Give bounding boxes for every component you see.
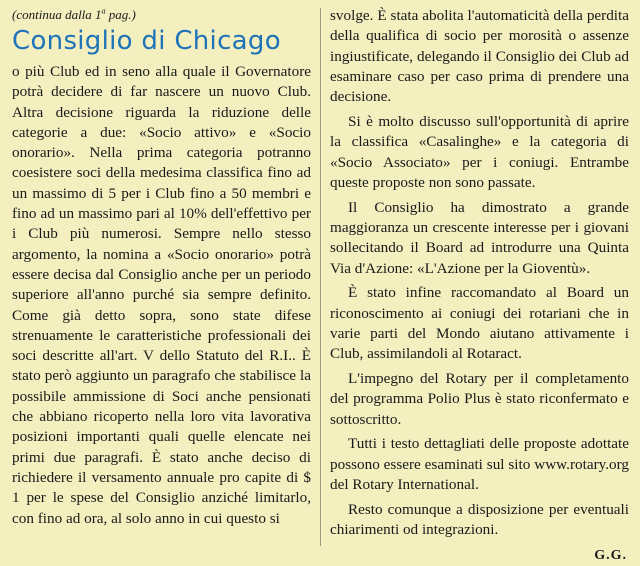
paragraph: svolge. È stata abolita l'automaticità della perdita della qualifica di socio per morosità o assenze ingiustificate, delegando il Consiglio dei Club ad esaminare caso per caso prima di prendere una decisione. bbox=[330, 7, 629, 106]
author-signature: G.G. bbox=[594, 548, 627, 564]
article-title: Consiglio di Chicago bbox=[12, 26, 281, 56]
paragraph: L'impegno del Rotary per il completamento del programma Polio Plus è stato riconfermato e sottoscritto. bbox=[330, 370, 629, 428]
column-divider bbox=[320, 8, 321, 546]
paragraph: Si è molto discusso sull'opportunità di aprire la classifica «Casalinghe» e la categoria di «Socio Associato» per i coniugi. Entrambe queste proposte non sono passate. bbox=[330, 112, 629, 191]
paragraph: Il Consiglio ha dimostrato a grande maggioranza un crescente interesse per i giovani sollecitando il Board ad introdurre una Quinta Via d'Azione: «L'Azione per la Gioventù». bbox=[330, 198, 629, 277]
continuation-note: (continua dalla 1$^a$ pag.) bbox=[12, 6, 136, 22]
left-column bbox=[12, 6, 311, 529]
right-column bbox=[330, 6, 629, 566]
paragraph: Tutti i testo dettagliati delle proposte adottate possono essere esaminati sul sito www.rotary.org del Rotary International. bbox=[330, 435, 629, 494]
left-column-text: o più Club ed in seno alla quale il Governatore potrà decidere di far nascere un nuovo Club. Altra decisione riguarda la riduzione delle categorie a due: «Socio attivo» e «Socio onorario». Nella prima categoria potranno coesistere soci della medesima classifica fino ad un massimo di 5 per i Club fino a 50 membri e fino ad un massimo pari al 10% dell'effettivo per i Club più numerosi. Sempre nello stesso argomento, la nomina a «Socio onorario» potrà essere decisa dal Consiglio anche per un periodo superiore all'anno purché sia sempre definito. Come già detto sopra, sono state difese strenuamente le caratteristiche professionali dei soci descritte all'art. V dello Statuto del R.I.. È stato però aggiunto un paragrafo che stabilisce la possibile ammissione di Soci anche pensionati che abbiano ricoperto nella loro vita lavorativa posizioni importanti quali quelle elencate nei primi due paragrafi. È stato anche deciso di richiedere il versamento annuale pro capite di $ 1 per le spese del Consiglio anziché limitarlo, con fino ad ora, al solo anno in cui questo si bbox=[12, 63, 311, 527]
paragraph: È stato infine raccomandato al Board un riconoscimento ai coniugi dei rotariani che in varie parti del Mondo aiutano attivamente i Club, assimilandoli al Rotaract. bbox=[330, 284, 629, 363]
paragraph: Resto comunque a disposizione per eventuali chiarimenti od integrazioni. bbox=[330, 500, 629, 539]
